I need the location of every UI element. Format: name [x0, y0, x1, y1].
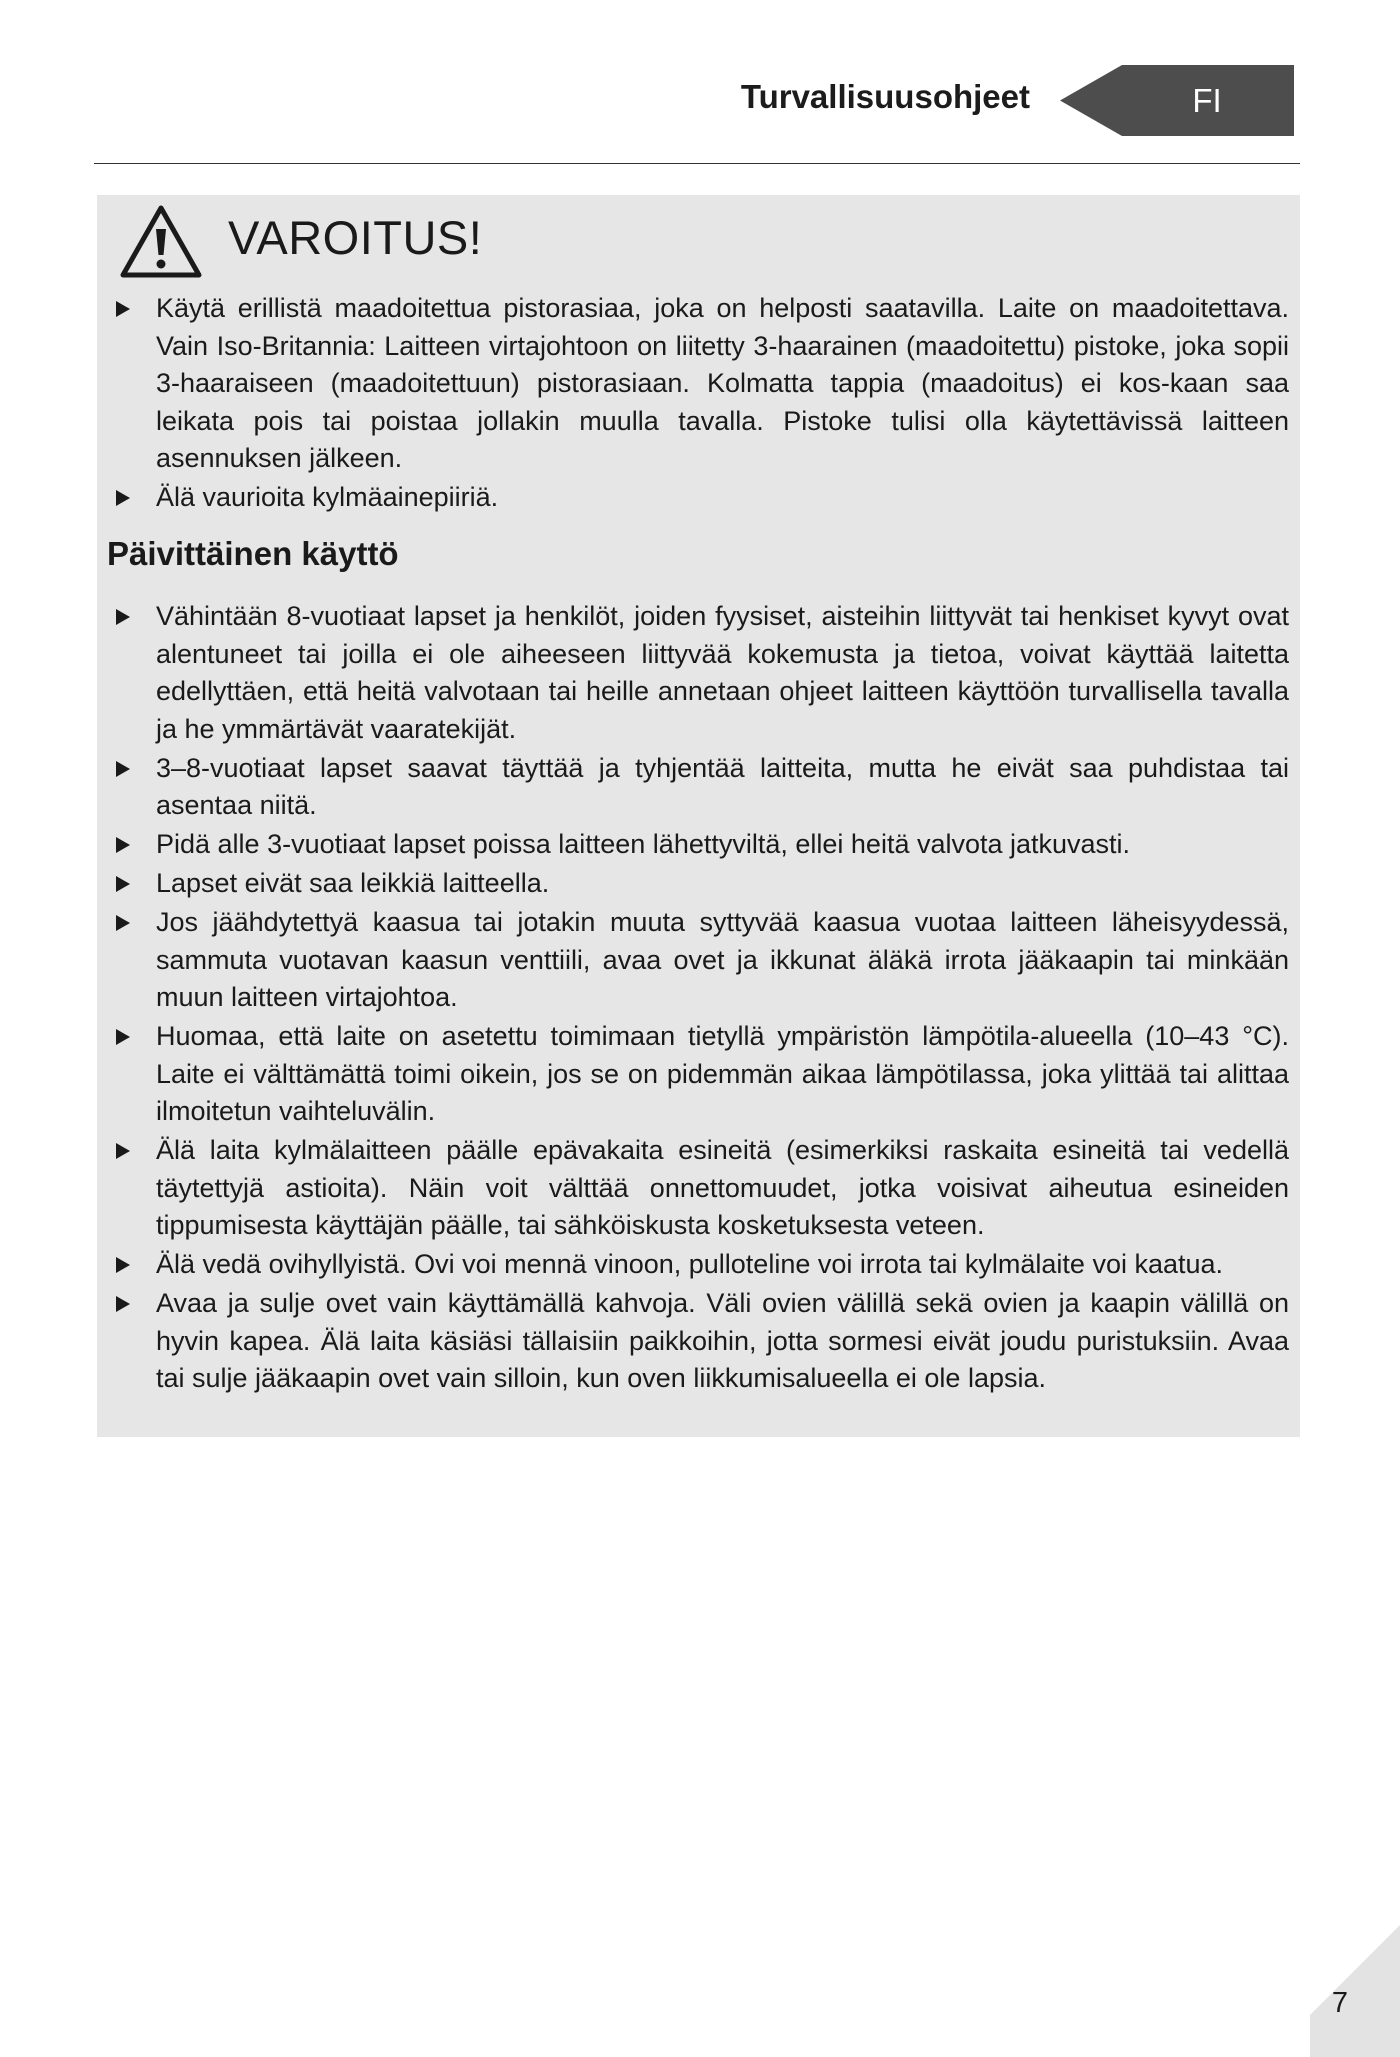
list-item-text: Jos jäähdytettyä kaasua tai jotakin muuta syttyvää kaasua vuotaa laitteen läheisyydessä, sammuta vuotavan kaasun venttiili, avaa ovet ja ikkunat äläkä irrota jääkaapin tai minkään muun laitteen virtajohtoa.: [156, 907, 1289, 1012]
list-item: [0, 750, 1289, 825]
list-item: [0, 826, 1289, 864]
bullet-icon: [116, 301, 130, 317]
list-item-text: 3–8-vuotiaat lapset saavat täyttää ja tyhjentää laitteita, mutta he eivät saa puhdistaa tai asentaa niitä.: [156, 752, 1289, 820]
bullet-icon: [116, 837, 130, 853]
daily-use-list: [0, 598, 1289, 1399]
section-heading: Päivittäinen käyttö: [107, 535, 399, 572]
bullet-icon: [116, 609, 130, 625]
bullet-icon: [116, 876, 130, 892]
warning-list: [0, 290, 1289, 518]
list-item-text: Lapset eivät saa leikkiä laitteella.: [156, 868, 550, 898]
list-item: [0, 479, 1289, 517]
list-item: [0, 904, 1289, 1017]
language-label: FI: [1192, 82, 1222, 119]
list-item-text: Vähintään 8-vuotiaat lapset ja henkilöt, joiden fyysiset, aisteihin liittyvät tai henkiset kyvyt ovat alentuneet tai joilla ei ole aiheeseen liittyvää kokemusta ja tietoa, voivat käyttää laitetta edellyttäen, että heitä valvotaan tai heille annetaan ohjeet laitteen käyttöön turvallisella tavalla ja he ymmärtävät vaaratekijät.: [156, 601, 1289, 744]
list-item: [0, 1285, 1289, 1398]
page-header-title: Turvallisuusohjeet: [740, 78, 1030, 115]
list-item-text: Käytä erillistä maadoitettua pistorasiaa, joka on helposti saatavilla. Laite on maadoitettava. Vain Iso-Britannia: Laitteen virtajohtoon on liitetty 3-haarainen (maadoitettu) pistoke, joka sopii 3-haaraiseen (maadoitettuun) pistorasiaan. Kolmatta tappia (maadoitus) ei kos-kaan saa leikata pois tai poistaa jollakin muulla tavalla. Pistoke tulisi olla käytettävissä laitteen asennuksen jälkeen.: [156, 293, 1289, 473]
list-item: [0, 1132, 1289, 1245]
page-number: 7: [1331, 1987, 1349, 2019]
list-item-text: Huomaa, että laite on asetettu toimimaan tietyllä ympäristön lämpötila-alueella (10–43 °C). Laite ei välttämättä toimi oikein, jos se on pidemmän aikaa lämpötilassa, joka ylittää tai alittaa ilmoitetun vaihteluvälin.: [156, 1021, 1289, 1126]
warning-triangle-icon: [118, 203, 204, 281]
list-item: [0, 1018, 1289, 1131]
bullet-icon: [116, 915, 130, 931]
list-item: [0, 865, 1289, 903]
list-item-text: Älä vedä ovihyllyistä. Ovi voi mennä vinoon, pulloteline voi irrota tai kylmälaite voi kaatua.: [156, 1249, 1224, 1279]
bullet-icon: [116, 1143, 130, 1159]
bullet-icon: [116, 1257, 130, 1273]
warning-title: VAROITUS!: [228, 211, 483, 264]
bullet-icon: [116, 490, 130, 506]
list-item-text: Pidä alle 3-vuotiaat lapset poissa laitteen lähettyviltä, ellei heitä valvota jatkuvasti.: [156, 829, 1131, 859]
header-divider: [94, 163, 1300, 164]
list-item: [0, 1246, 1289, 1284]
bullet-icon: [116, 1296, 130, 1312]
list-item: [0, 598, 1289, 748]
list-item: [0, 290, 1289, 478]
list-item-text: Älä laita kylmälaitteen päälle epävakaita esineitä (esimerkiksi raskaita esineitä tai vedellä täytettyjä astioita). Näin voit välttää onnettomuudet, jotka voisivat aiheutua esineiden tippumisesta käyttäjän päälle, tai sähköiskusta kosketuksesta veteen.: [156, 1135, 1289, 1240]
bullet-icon: [116, 1029, 130, 1045]
list-item-text: Avaa ja sulje ovet vain käyttämällä kahvoja. Väli ovien välillä sekä ovien ja kaapin välillä on hyvin kapea. Älä laita käsiäsi tällaisiin paikkoihin, jotta sormesi eivät joudu puristuksiin. Avaa tai sulje jääkaapin ovet vain silloin, kun oven liikkumisalueella ei ole lapsia.: [156, 1288, 1289, 1393]
list-item-text: Älä vaurioita kylmäainepiiriä.: [156, 482, 499, 512]
bullet-icon: [116, 761, 130, 777]
